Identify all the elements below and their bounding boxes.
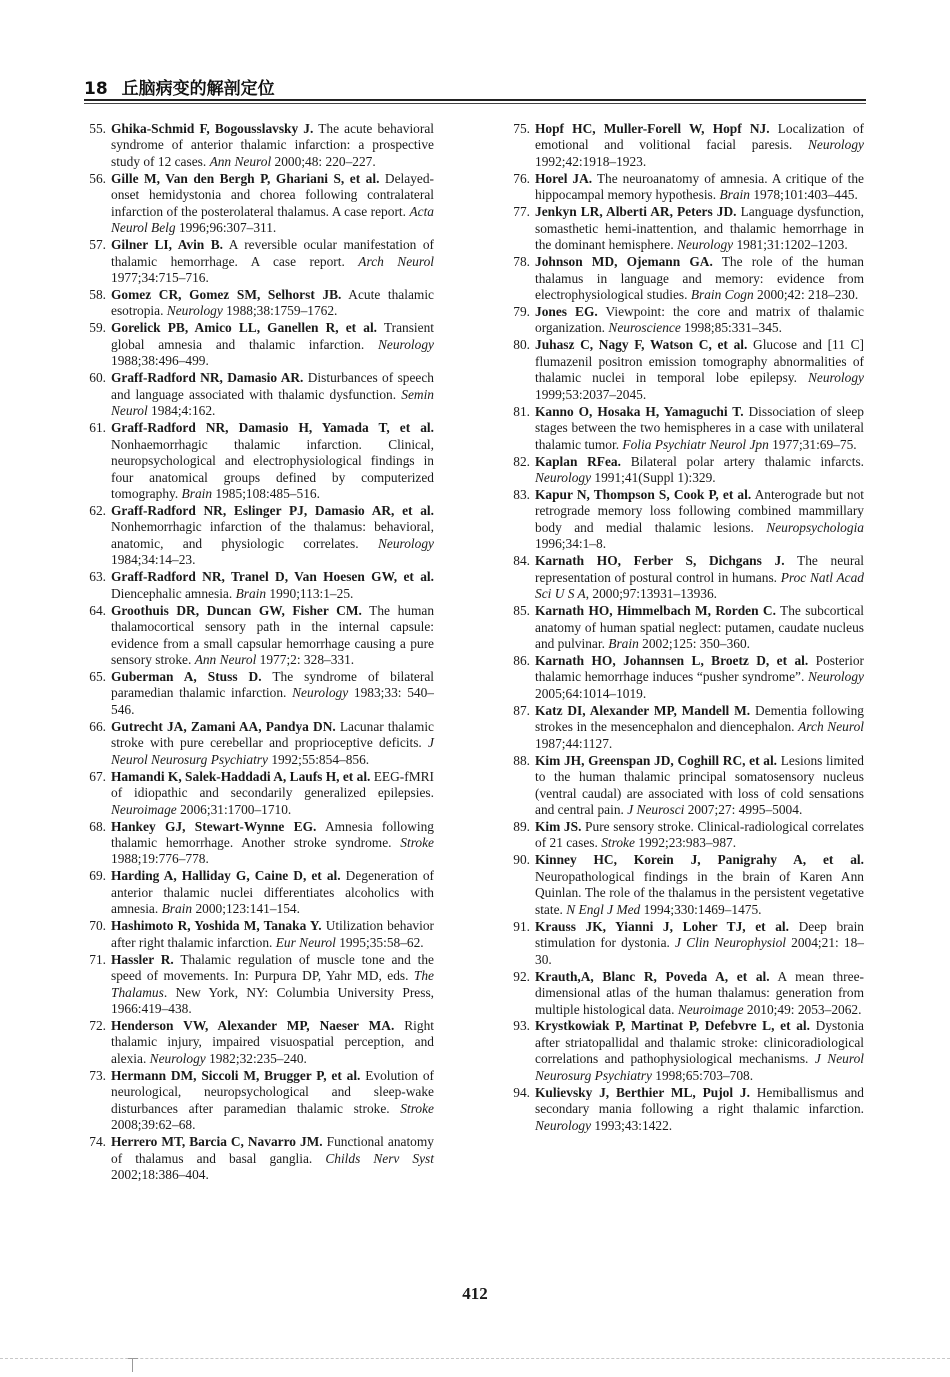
reference-citation: 2010;49: 2053–2062. — [743, 1001, 862, 1017]
reference-citation: 2008;39:62–68. — [111, 1117, 196, 1133]
reference-title: Utilization behavior after right thalamic infarction. — [111, 918, 434, 950]
reference-entry — [508, 553, 864, 602]
reference-number: 60. — [89, 370, 106, 386]
reference-title: The acute behavioral syndrome of anterior thalamic infarction: a prospective study of 12 cases. — [111, 121, 434, 169]
reference-authors: Graff-Radford NR, Tranel D, Van Hoesen GW, et al. — [111, 569, 434, 585]
reference-citation: 1984;4:162. — [147, 403, 216, 419]
reference-title: Deep brain stimulation for dystonia. — [535, 918, 864, 951]
reference-authors: Graff-Radford NR, Damasio AR. — [111, 370, 304, 386]
reference-journal: J Neurol Neurosurg Psychiatry — [535, 1051, 864, 1083]
reference-citation: 2006;31:1700–1710. — [176, 801, 292, 817]
reference-citation: 2000;48: 220–227. — [271, 153, 376, 169]
reference-journal: Arch Neurol — [358, 253, 434, 269]
reference-citation: 1998;85:331–345. — [680, 320, 782, 336]
reference-citation: 1988;38:1759–1762. — [222, 303, 338, 319]
reference-number: 62. — [89, 502, 106, 518]
reference-authors: Harding A, Halliday G, Caine D, et al. — [111, 868, 341, 884]
reference-entry — [84, 1134, 434, 1183]
reference-title: A mean three-dimensional atlas of the human thalamus: generation from multiple histological data. — [535, 968, 864, 1017]
reference-journal: Ann Neurol — [209, 153, 272, 169]
reference-number: 61. — [89, 420, 106, 436]
reference-authors: Hankey GJ, Stewart-Wynne EG. — [111, 818, 317, 834]
reference-title: Acute thalamic esotropia. — [111, 287, 434, 319]
reference-title: Dementia following strokes in the mesencephalon and diencephalon. — [535, 702, 864, 735]
reference-number: 90. — [513, 852, 530, 868]
reference-title: Dystonia after striatopallidal and thalamic stroke: clinicoradiological correlations and pathophysiological mechanisms. — [535, 1018, 864, 1067]
reference-authors: Gorelick PB, Amico LL, Ganellen R, et al. — [111, 320, 378, 336]
reference-journal: Eur Neurol — [275, 934, 336, 950]
reference-citation: 1988;38:496–499. — [111, 353, 209, 369]
reference-authors: Karnath HO, Himmelbach M, Rorden C. — [535, 603, 776, 619]
reference-number: 74. — [89, 1134, 106, 1150]
reference-citation: 1996;96:307–311. — [175, 220, 277, 236]
reference-authors: Kinney HC, Korein J, Panigrahy A, et al. — [535, 852, 864, 868]
reference-title: The neuroanatomy of amnesia. A critique of the hippocampal memory hypothesis. — [535, 170, 864, 203]
reference-number: 77. — [513, 204, 530, 220]
reference-number: 65. — [89, 668, 106, 684]
reference-entry — [84, 1018, 434, 1067]
reference-entry — [84, 287, 434, 320]
reference-authors: Karnath HO, Ferber S, Dichgans J. — [535, 553, 785, 569]
reference-journal: Neurology — [166, 303, 223, 319]
reference-entry — [84, 603, 434, 669]
reference-authors: Jones EG. — [535, 303, 598, 319]
reference-authors: Ghika-Schmid F, Bogousslavsky J. — [111, 121, 314, 136]
reference-number: 71. — [89, 951, 106, 967]
reference-title: Glucose and [11 C] flumazenil positron emission tomography abnormalities of thalamic nuclei in temporal lobe epilepsy. — [535, 337, 864, 386]
reference-journal: Acta Neurol Belg — [111, 203, 434, 236]
reference-authors: Krauth,A, Blanc R, Poveda A, et al. — [535, 968, 770, 984]
reference-citation: 1981;31:1202–1203. — [733, 237, 848, 253]
reference-title: Functional anatomy of thalamus and basal ganglia. — [111, 1134, 434, 1166]
reference-journal: Brain — [181, 485, 213, 501]
reference-title: The syndrome of bilateral paramedian thalamic infarction. — [111, 668, 434, 701]
reference-entry — [508, 204, 864, 253]
reference-citation: 1988;19:776–778. — [111, 851, 209, 867]
reference-entry — [84, 1068, 434, 1134]
reference-number: 69. — [89, 868, 106, 884]
reference-citation: 1992;23:983–987. — [634, 835, 737, 851]
reference-journal: Neuropsychologia — [766, 519, 864, 535]
reference-title: Localization of emotional and volitional facial paresis. — [535, 121, 864, 153]
reference-journal: Neurology — [807, 137, 864, 153]
reference-number: 68. — [89, 818, 106, 834]
reference-journal: Stroke — [601, 835, 635, 851]
reference-journal: N Engl J Med — [566, 901, 641, 917]
reference-number: 56. — [89, 170, 106, 186]
reference-authors: Johnson MD, Ojemann GA. — [535, 254, 713, 270]
reference-title: Nonhemorrhagic infarction of the thalamus: behavioral, anatomic, and physiologic correlates. — [111, 519, 434, 551]
running-header — [84, 74, 864, 99]
reference-entry — [84, 320, 434, 369]
reference-title: Dissociation of sleep stages between the two hemispheres in a case with unilateral thalamic tumor. — [535, 403, 864, 452]
reference-authors: Kim JS. — [535, 819, 582, 835]
reference-authors: Kulievsky J, Berthier ML, Pujol J. — [535, 1084, 750, 1100]
reference-title: The subcortical anatomy of human spatial neglect: putamen, caudate nucleus and pulvinar. — [535, 603, 864, 652]
references-right-column — [508, 121, 864, 1135]
reference-title: Lesions limited to the human thalamic principal somatosensory nucleus (ventral caudal) are associated with loss of cold sensations and central pain. — [535, 752, 864, 818]
reference-number: 89. — [513, 819, 530, 835]
reference-citation: , 2000;97:13931–13936. — [585, 586, 718, 602]
reference-journal: Stroke — [400, 1100, 434, 1116]
reference-entry — [84, 918, 434, 951]
reference-authors: Juhasz C, Nagy F, Watson C, et al. — [535, 337, 748, 353]
reference-citation: 1978;101:403–445. — [749, 187, 858, 203]
reference-title: Language dysfunction, somasthetic hemi-inattention, and thalamic hemorrhage in the dominant hemisphere. — [535, 204, 865, 253]
reference-citation: 1985;108:485–516. — [212, 485, 320, 501]
reference-entry — [508, 454, 864, 487]
reference-title: Evolution of neurological, neuropsychological and sleep-wake disturbances after paramedian thalamic stroke. — [111, 1067, 435, 1116]
reference-title: Disturbances of speech and language associated with thalamic dysfunction. — [111, 370, 434, 402]
reference-number: 64. — [89, 602, 106, 618]
reference-entry — [84, 868, 434, 917]
reference-citation: . New York, NY: Columbia University Press, 1966:419–438. — [111, 984, 434, 1017]
reference-entry — [508, 753, 864, 819]
reference-number: 92. — [513, 968, 530, 984]
reference-number: 82. — [513, 453, 530, 469]
reference-entry — [508, 304, 864, 337]
reference-title: Transient global amnesia and thalamic infarction. — [111, 320, 435, 352]
reference-journal: Ann Neurol — [194, 652, 257, 667]
reference-citation: 1987;44:1127. — [535, 735, 613, 751]
reference-entry — [84, 569, 434, 602]
reference-citation: 1990;113:1–25. — [266, 585, 354, 601]
reference-number: 67. — [89, 768, 106, 784]
reference-journal: Folia Psychiatr Neurol Jpn — [622, 436, 769, 452]
reference-citation: 1999;53:2037–2045. — [535, 386, 647, 402]
reference-journal: Neurology — [535, 1117, 592, 1133]
reference-journal: Neurology — [677, 237, 734, 253]
reference-entry — [84, 503, 434, 569]
reference-number: 72. — [89, 1017, 106, 1033]
reference-entry — [84, 769, 434, 818]
page-number: 412 — [462, 1284, 488, 1303]
reference-entry — [84, 121, 434, 170]
reference-number: 94. — [513, 1084, 530, 1100]
reference-title: Pure sensory stroke. Clinical-radiological correlates of 21 cases. — [535, 819, 864, 851]
reference-citation: 1996;34:1–8. — [535, 536, 607, 552]
reference-entry — [508, 404, 864, 453]
reference-number: 70. — [89, 918, 106, 934]
scan-crop-mark — [128, 1358, 138, 1373]
reference-journal: Brain Cogn — [690, 287, 754, 303]
reference-journal: Neurology — [292, 685, 349, 701]
reference-citation: 2004;21: 18–30. — [535, 935, 864, 967]
reference-authors: Gilner LI, Avin B. — [111, 237, 224, 253]
reference-title: Delayed-onset hemidystonia and chorea following contralateral infarction of the posterolateral thalamus. A case report. — [111, 170, 435, 219]
reference-authors: Hermann DM, Siccoli M, Brugger P, et al. — [111, 1067, 361, 1083]
reference-authors: Karnath HO, Johannsen L, Broetz D, et al. — [535, 653, 809, 668]
reference-citation: 2007;27: 4995–5004. — [684, 802, 803, 818]
reference-journal: Brain — [161, 901, 193, 917]
reference-number: 59. — [89, 320, 106, 336]
reference-journal: Brain — [608, 636, 639, 652]
reference-number: 79. — [513, 303, 530, 319]
reference-entry — [84, 237, 434, 286]
reference-entry — [508, 1018, 864, 1084]
reference-number: 84. — [513, 553, 530, 569]
reference-entry — [84, 819, 434, 868]
reference-authors: Hashimoto R, Yoshida M, Tanaka Y. — [111, 918, 322, 934]
reference-number: 86. — [513, 653, 530, 668]
chapter-title: 丘脑病变的解剖定位 — [121, 79, 275, 99]
reference-journal: Proc Natl Acad Sci U S A — [535, 569, 864, 602]
reference-authors: Graff-Radford NR, Damasio H, Yamada T, et al. — [111, 420, 434, 436]
reference-journal: J Neurosci — [627, 802, 685, 818]
reference-number: 58. — [89, 287, 106, 303]
reference-journal: J Clin Neurophysiol — [675, 935, 786, 951]
reference-entry — [84, 171, 434, 237]
reference-authors: Kanno O, Hosaka H, Yamaguchi T. — [535, 403, 744, 419]
reference-citation: 1995;35:58–62. — [335, 934, 424, 950]
reference-citation: 2005;64:1014–1019. — [535, 685, 647, 701]
reference-journal: Neuroimage — [111, 801, 177, 817]
reference-citation: 1992;42:1918–1923. — [535, 153, 647, 169]
reference-authors: Henderson VW, Alexander MP, Naeser MA. — [111, 1017, 395, 1033]
reference-title: EEG-fMRI of idiopathic and secondarily generalized epilepsies. — [111, 768, 434, 801]
reference-journal: Neurology — [149, 1050, 206, 1066]
reference-citation: 1984;34:14–23. — [111, 552, 196, 568]
reference-authors: Kapur N, Thompson S, Cook P, et al. — [535, 486, 752, 502]
reference-entry — [508, 703, 864, 752]
reference-citation: 2000;42: 218–230. — [753, 287, 859, 303]
reference-entry — [84, 420, 434, 502]
reference-entry — [84, 719, 434, 768]
reference-journal: Childs Nerv Syst — [325, 1150, 434, 1166]
reference-journal: Semin Neurol — [111, 386, 434, 419]
reference-citation: 1977;31:69–75. — [768, 436, 857, 452]
reference-entry — [84, 952, 434, 1018]
reference-title: A reversible ocular manifestation of thalamic hemorrhage. A case report. — [111, 237, 435, 269]
reference-entry — [508, 603, 864, 652]
reference-entry — [508, 121, 864, 170]
reference-entry — [508, 337, 864, 403]
reference-title: Neuropathological findings in the brain of Karen Ann Quinlan. The role of the thalamus in the persistent vegetative state. — [535, 868, 864, 917]
reference-title: Lacunar thalamic stroke with pure cerebellar and proprioceptive deficits. — [111, 718, 434, 751]
reference-authors: Jenkyn LR, Alberti AR, Peters JD. — [535, 204, 737, 220]
reference-entry — [508, 819, 864, 852]
reference-number: 66. — [89, 718, 106, 734]
reference-title: Bilateral polar artery thalamic infarcts. — [620, 453, 864, 469]
reference-number: 75. — [513, 121, 530, 136]
reference-authors: Katz DI, Alexander MP, Mandell M. — [535, 702, 751, 718]
reference-title: Degeneration of anterior thalamic nuclei differentiates alcoholics with amnesia. — [111, 868, 434, 917]
reference-number: 55. — [89, 121, 106, 136]
reference-citation: 2002;18:386–404. — [111, 1167, 209, 1183]
reference-journal: J Neurol Neurosurg Psychiatry — [111, 735, 434, 767]
reference-title: Posterior thalamic hemorrhage induces “pusher syndrome”. — [535, 653, 864, 685]
reference-journal: Neurology — [377, 535, 434, 551]
reference-entry — [508, 254, 864, 303]
reference-citation: 1991;41(Suppl 1):329. — [591, 470, 716, 486]
reference-citation: 1994;330:1469–1475. — [640, 901, 762, 917]
reference-citation: 2002;125: 350–360. — [638, 636, 750, 652]
reference-citation: 1977;34:715–716. — [111, 270, 209, 286]
reference-entry — [508, 487, 864, 553]
reference-title: Hemiballismus and secondary mania following a right thalamic infarction. — [535, 1084, 864, 1117]
reference-authors: Groothuis DR, Duncan GW, Fisher CM. — [111, 602, 362, 618]
reference-journal: Stroke — [400, 834, 434, 850]
reference-entry — [84, 370, 434, 419]
header-rule-thick — [84, 99, 866, 101]
reference-number: 93. — [513, 1018, 530, 1034]
reference-journal: Neurology — [535, 470, 592, 486]
reference-title: The neural representation of postural control in humans. — [535, 553, 864, 585]
reference-title: Anterograde but not retrograde memory loss following combined mammillary body and medial thalamic lesions. — [535, 486, 864, 535]
reference-authors: Kim JH, Greenspan JD, Coghill RC, et al. — [535, 752, 778, 768]
reference-title: Right thalamic injury, impaired visuospatial perception, and alexia. — [111, 1017, 434, 1066]
reference-number: 57. — [89, 237, 106, 253]
reference-entry — [508, 852, 864, 918]
reference-journal: Neuroimage — [677, 1001, 744, 1017]
reference-journal: Brain — [719, 187, 750, 203]
reference-number: 85. — [513, 603, 530, 619]
reference-title: The role of the human thalamus in language and memory: evidence from electrophysiological studies. — [535, 254, 864, 303]
header-rule-thin — [84, 103, 866, 104]
reference-entry — [508, 171, 864, 204]
header-page-number: 18 — [84, 79, 108, 99]
reference-entry — [84, 669, 434, 718]
reference-authors: Graff-Radford NR, Eslinger PJ, Damasio AR, et al. — [111, 502, 434, 518]
reference-citation: 2000;123:141–154. — [192, 901, 300, 917]
reference-authors: Horel JA. — [535, 170, 593, 186]
reference-journal: Neurology — [807, 669, 864, 685]
reference-journal: Arch Neurol — [798, 719, 864, 735]
references-left-column — [84, 121, 434, 1184]
reference-number: 83. — [513, 486, 530, 502]
reference-authors: Kaplan RFea. — [535, 453, 621, 469]
reference-number: 80. — [513, 337, 530, 353]
reference-citation: 1983;33: 540–546. — [111, 685, 435, 717]
reference-number: 81. — [513, 403, 530, 419]
reference-authors: Hopf HC, Muller-Forell W, Hopf NJ. — [535, 121, 770, 136]
reference-authors: Gomez CR, Gomez SM, Selhorst JB. — [111, 287, 342, 303]
reference-authors: Guberman A, Stuss D. — [111, 668, 262, 684]
reference-entry — [508, 653, 864, 702]
reference-citation: 1992;55:854–856. — [267, 751, 370, 767]
reference-title: Thalamic regulation of muscle tone and the speed of movements. In: Purpura DP, Yahr MD, eds. — [111, 951, 434, 984]
reference-citation: 1998;65:703–708. — [651, 1067, 754, 1083]
reference-title: Viewpoint: the core and matrix of thalamic organization. — [535, 303, 864, 336]
reference-title: Nonhaemorrhagic thalamic infarction. Clinical, neuropsychological and electrophysiological findings in four anatomical groups defined by computerized tomography. — [111, 436, 434, 501]
reference-citation: 1993;43:1422. — [591, 1117, 673, 1133]
reference-entry — [508, 919, 864, 968]
reference-number: 73. — [89, 1067, 106, 1083]
reference-journal: Neuroscience — [608, 320, 681, 336]
reference-title: Diencephalic amnesia. — [111, 585, 236, 601]
reference-citation: 1982;32:235–240. — [205, 1050, 307, 1066]
reference-journal: Brain — [235, 585, 267, 601]
reference-number: 88. — [513, 752, 530, 768]
reference-citation: 1977;2: 328–331. — [256, 652, 355, 667]
reference-authors: Gutrecht JA, Zamani AA, Pandya DN. — [111, 718, 336, 734]
reference-authors: Hassler R. — [111, 951, 174, 967]
reference-authors: Krauss JK, Yianni J, Loher TJ, et al. — [535, 918, 790, 934]
reference-authors: Gille M, Van den Bergh P, Ghariani S, et al. — [111, 170, 380, 186]
reference-number: 87. — [513, 702, 530, 718]
reference-number: 63. — [89, 569, 106, 585]
reference-authors: Hamandi K, Salek-Haddadi A, Laufs H, et al. — [111, 768, 371, 784]
reference-number: 91. — [513, 918, 530, 934]
reference-authors: Herrero MT, Barcia C, Navarro JM. — [111, 1134, 323, 1150]
scan-bottom-edge — [0, 1358, 950, 1359]
reference-authors: Krystkowiak P, Martinat P, Defebvre L, et al. — [535, 1018, 810, 1034]
reference-number: 76. — [513, 170, 530, 186]
reference-journal: Neurology — [807, 370, 864, 386]
reference-number: 78. — [513, 254, 530, 270]
reference-title: The human thalamocortical sensory path in the internal capsule: evidence from a small capsular hemorrhage causing a pure sensory stroke. — [111, 602, 435, 667]
reference-title: Amnesia following thalamic hemorrhage. Another stroke syndrome. — [111, 818, 434, 850]
reference-journal: The Thalamus — [111, 968, 434, 1000]
reference-journal: Neurology — [377, 336, 434, 352]
reference-entry — [508, 969, 864, 1018]
reference-entry — [508, 1085, 864, 1134]
